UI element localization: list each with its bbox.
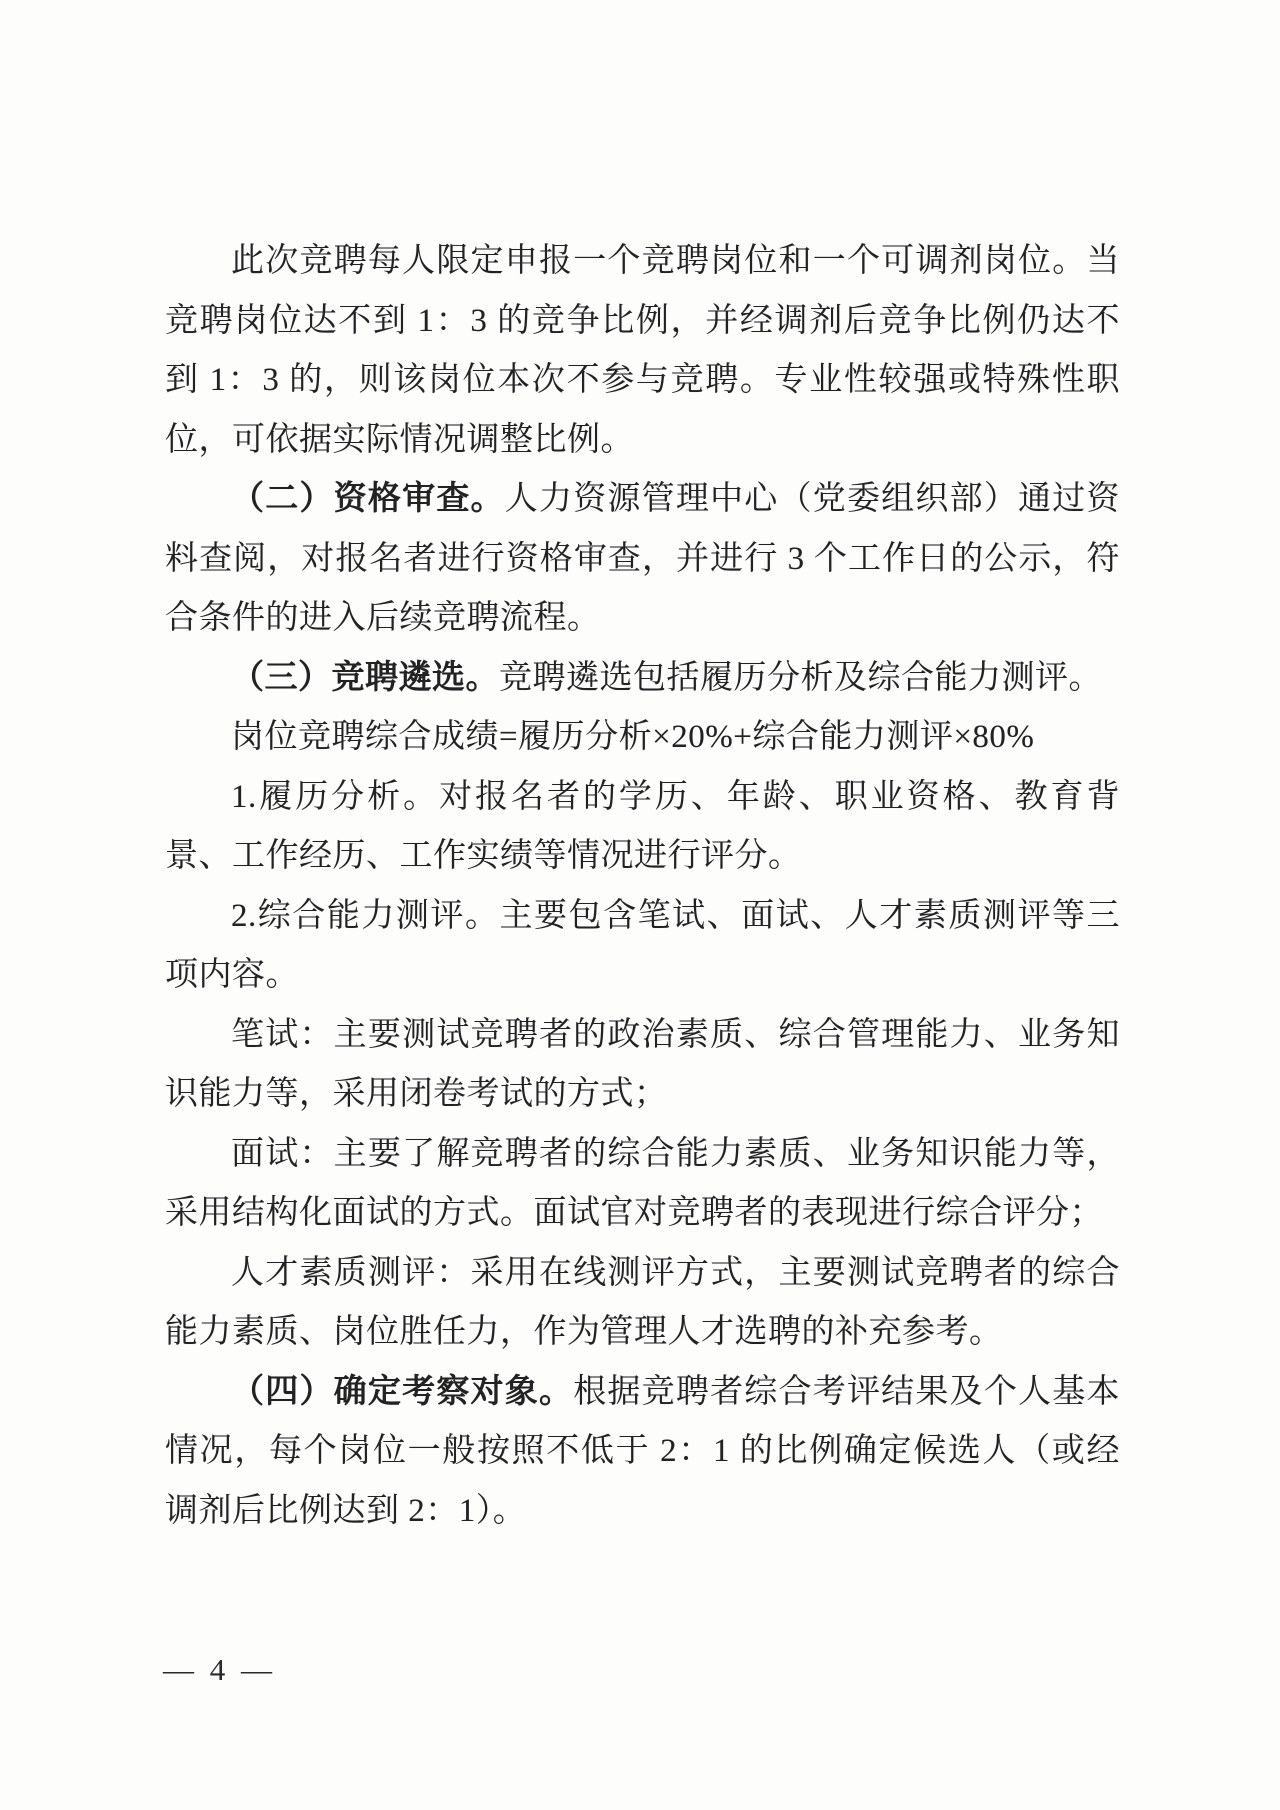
paragraph-written-test [165,1006,1120,1125]
paragraph-score-formula [165,708,1120,768]
page-footer [163,1648,276,1692]
paragraph-text: 根据竞聘者综合考评结果及个人基本情况，每个岗位一般按照不低于 2：1 的比例确定候选人（或经调剂后比例达到 2：1）。 [165,1373,1121,1529]
paragraph-text: 2.综合能力测评。主要包含笔试、面试、人才素质测评等三项内容。 [165,897,1120,993]
paragraph-text: 人才素质测评：采用在线测评方式，主要测试竞聘者的综合能力素质、岗位胜任力，作为管理人才选聘的补充参考。 [165,1254,1120,1350]
paragraph-text: 竞聘遴选包括履历分析及综合能力测评。 [499,659,1102,696]
paragraph-ability-assessment [165,887,1120,1006]
paragraph-text: 面试：主要了解竞聘者的综合能力素质、业务知识能力等，采用结构化面试的方式。面试官对竞聘者的表现进行综合评分； [165,1135,1120,1231]
page-number: — 4 — [163,1652,276,1687]
paragraph-text: 此次竞聘每人限定申报一个竞聘岗位和一个可调剂岗位。当竞聘岗位达不到 1：3 的竞争比例，并经调剂后竞争比例仍达不到 1：3 的，则该岗位本次不参与竞聘。专业性较强或特殊性职位，可依据实际情况调整比例。 [165,243,1120,458]
document-body [165,232,1120,1541]
paragraph-talent-assessment [165,1244,1120,1363]
paragraph-text: 笔试：主要测试竞聘者的政治素质、综合管理能力、业务知识能力等，采用闭卷考试的方式； [165,1016,1120,1112]
section-heading-selection: （三）竞聘遴选。 [231,659,499,696]
section-heading-qualification-review: （二）资格审查。 [231,481,505,517]
paragraph-resume-analysis [165,768,1120,887]
section-heading-candidate-determination: （四）确定考察对象。 [231,1373,574,1410]
paragraph-text: 1.履历分析。对报名者的学历、年龄、职业资格、教育背景、工作经历、工作实绩等情况进行评分。 [165,778,1120,874]
paragraph-interview [165,1125,1120,1244]
score-formula-text: 岗位竞聘综合成绩=履历分析×20%+综合能力测评×80% [231,719,1035,755]
paragraph-text: 人力资源管理中心（党委组织部）通过资料查阅，对报名者进行资格审查，并进行 3 个工作日的公示，符合条件的进入后续竞聘流程。 [165,481,1121,636]
paragraph-candidate-determination [165,1363,1120,1542]
paragraph-application-limit [165,232,1120,470]
paragraph-selection [165,649,1120,709]
paragraph-qualification-review [165,470,1120,649]
